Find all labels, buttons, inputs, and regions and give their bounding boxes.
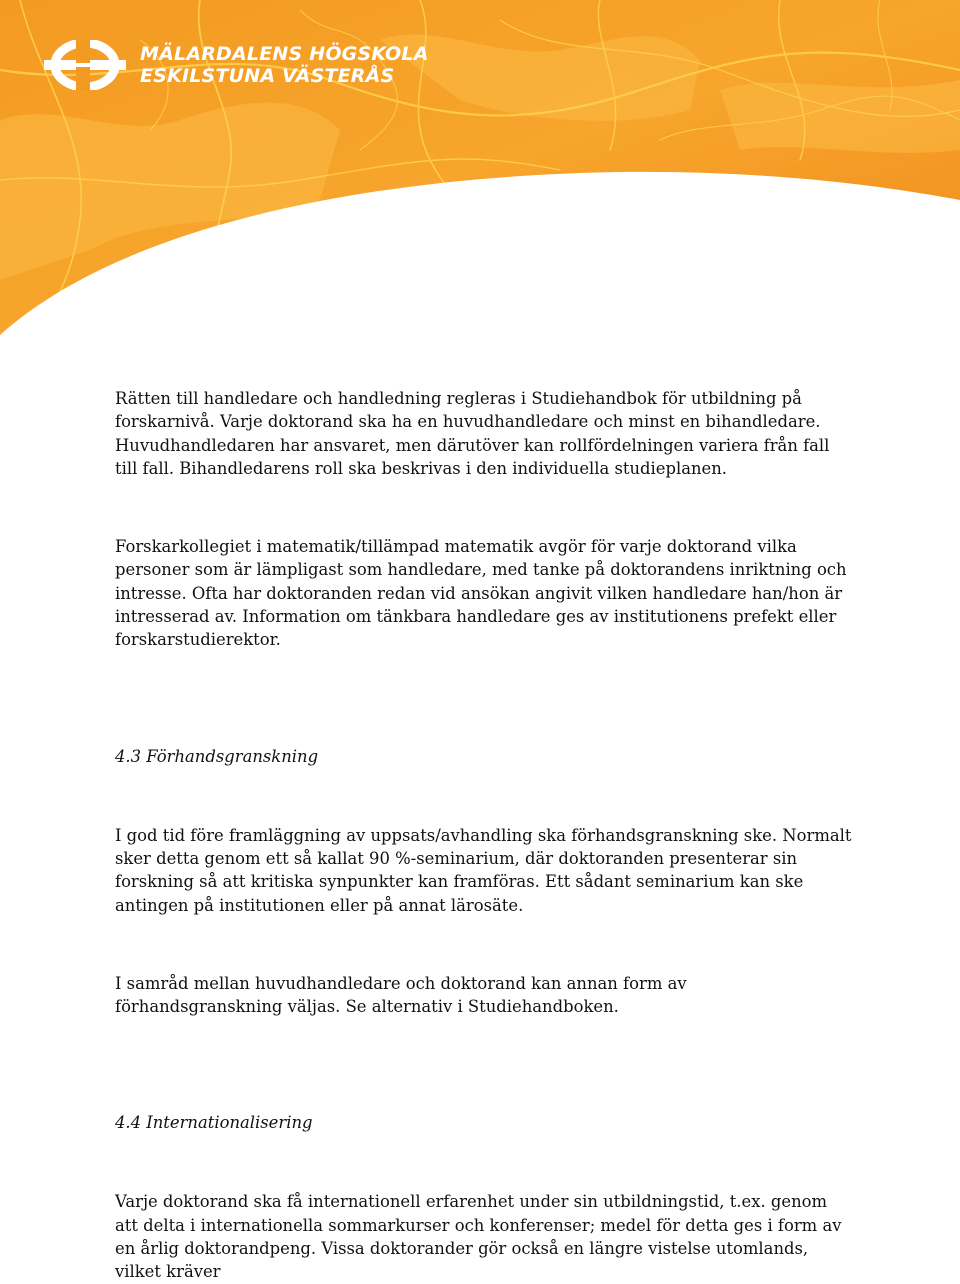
paragraph-internationalisering: Varje doktorand ska få internationell erfarenhet under sin utbildningstid, t.ex. genom att delta i internationella sommarkurser och konferenser; medel för detta ges i form av en årlig doktorandpeng. Vissa doktorander gör också en längre vistelse utomlands, vilket kräver bbox=[115, 1192, 842, 1282]
paragraph-samrad: I samråd mellan huvudhandledare och doktorand kan annan form av förhandsgranskning väljas. Se alternativ i Studiehandboken. bbox=[115, 973, 687, 1017]
logo-wordmark bbox=[140, 43, 429, 87]
paragraph-forhandsgranskning: I god tid före framläggning av uppsats/avhandling ska förhandsgranskning ske. Normalt sker detta genom ett så kallat 90 %-seminarium, där doktoranden presenterar sin forskning så att kritiska synpunkter kan framföras. Ett sådant seminarium kan ske antingen på institutionen eller på annat lärosäte. bbox=[115, 825, 852, 915]
header-banner bbox=[0, 0, 960, 340]
section-heading-4-4: 4.4 Internationalisering bbox=[115, 1113, 313, 1133]
university-logo bbox=[44, 40, 429, 90]
document-body bbox=[115, 387, 855, 1284]
paragraph-forskarkollegiet: Forskarkollegiet i matematik/tillämpad matematik avgör för varje doktorand vilka personer som är lämpligast som handledare, med tanke på doktorandens inriktning och intresse. Ofta har doktoranden redan vid ansökan angivit vilken handledare han/hon är intresserad av. Information om tänkbara handledare ges av institutionens prefekt eller forskarstudierektor. bbox=[115, 537, 847, 650]
section-heading-4-3: 4.3 Förhandsgranskning bbox=[115, 746, 319, 766]
paragraph-handledare: Rätten till handledare och handledning regleras i Studiehandbok för utbildning på forskarnivå. Varje doktorand ska ha en huvudhandledare och minst en bihandledare. Huvudhandledaren har ansvaret, men därutöver kan rollfördelningen variera från fall till fall. Bihandledarens roll ska beskrivas i den individuella studieplanen. bbox=[115, 389, 830, 478]
logo-line-1: MÄLARDALENS HÖGSKOLA bbox=[140, 43, 429, 65]
logo-line-2: ESKILSTUNA VÄSTERÅS bbox=[140, 65, 395, 87]
mdh-logo-icon bbox=[44, 40, 126, 90]
